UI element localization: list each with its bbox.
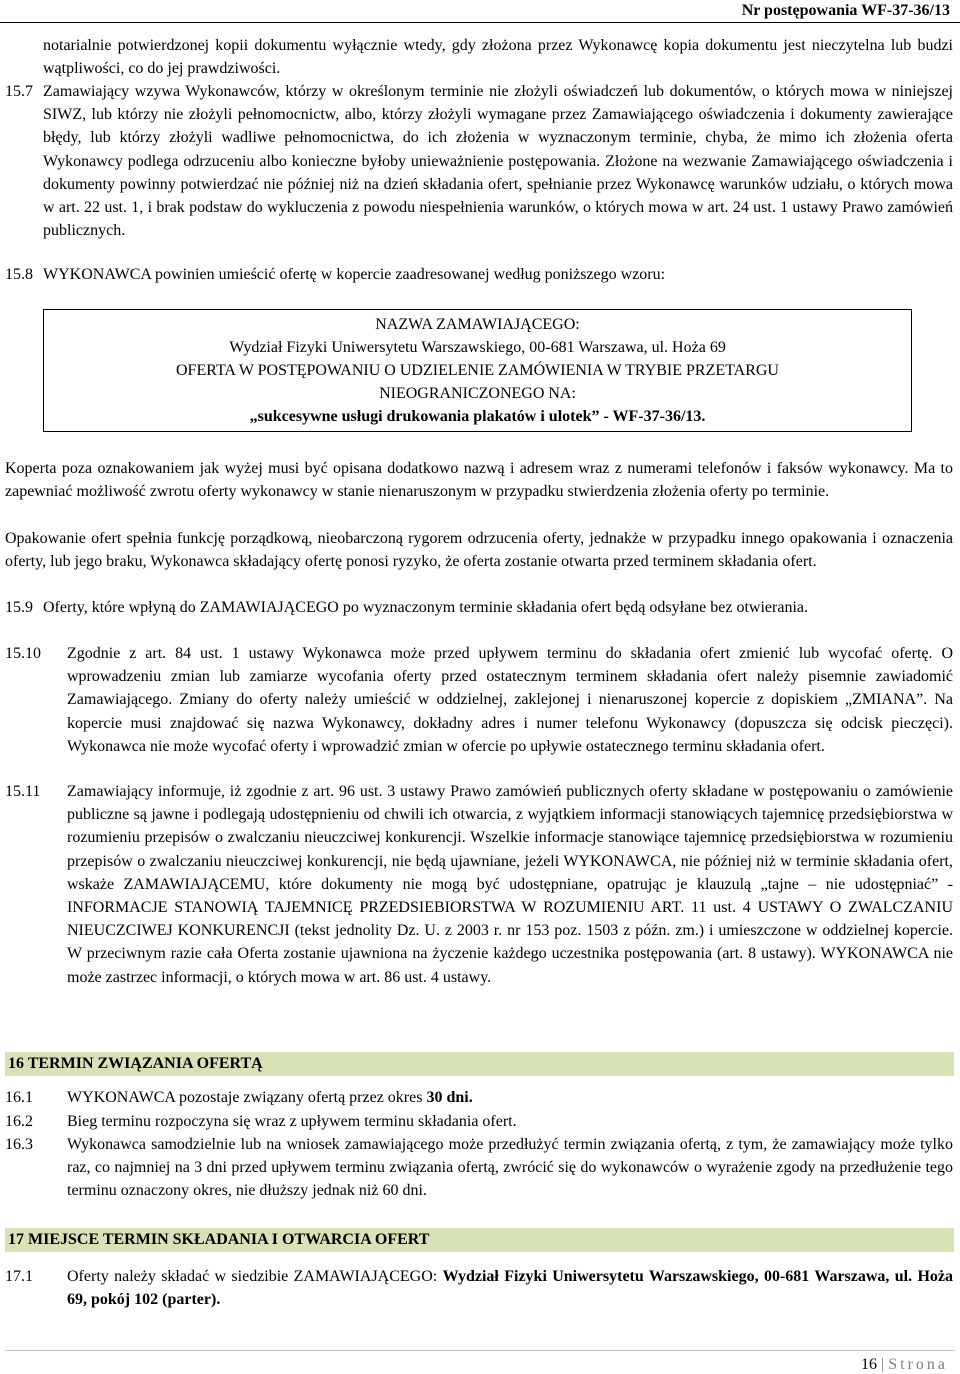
- koperta-paragraph: Koperta poza oznakowaniem jak wyżej musi być opisana dodatkowo nazwą i adresem wraz z numerami telefonów i faksów wykonawcy. Ma to zapewniać możliwość zwrotu oferty wykonawcy w stanie nienaruszonym w przypadku stwierdzenia złożenia oferty po terminie.: [5, 460, 953, 501]
- paragraph-number-16-1: 16.1: [5, 1089, 33, 1106]
- paragraph-15-11: Zamawiający informuje, iż zgodnie z art. 96 ust. 3 ustawy Prawo zamówień publicznych oferty składane w postępowaniu o zamówienie publiczne są jawne i podlegają udostępnieniu od chwili ich otwarcia, z wyjątkiem informacji stanowiących tajemnicę przedsiębiorstwa w rozumieniu przepisów o zwalczaniu nieuczciwej konkurencji. Wszelkie informacje stanowiące tajemnicę przedsiębiorstwa w rozumieniu przepisów o zwalczaniu nieuczciwej konkurencji, nie będą ujawniane, jeżeli WYKONAWCA, nie później niż w terminie składania ofert, wskaże ZAMAWIAJĄCEMU, które dokumenty nie mogą być udostępniane, opatrując je klauzulą „tajne – nie udostępniać” - INFORMACJE STANOWIĄ TAJEMNICĘ PRZEDSIEBIORSTWA W ROZUMIENIU ART. 11 ust. 4 USTAWY O ZWALCZANIU NIEUCZCIWEJ KONKURENCJI (tekst jednolity Dz. U. z 2003 r. nr 153 poz. 1503 z późn. zm.) i umieszczone w oddzielnej kopercie. W przeciwnym razie cała Oferta zostanie ujawniona na życzenie każdego uczestnika postępowania (art. 8 ustawy). WYKONAWCA nie może zastrzec informacji, o których mowa w art. 86 ust. 4 ustawy.: [67, 783, 953, 986]
- paragraph-number-15-9: 15.9: [5, 599, 33, 616]
- envelope-line-3: OFERTA W POSTĘPOWANIU O UDZIELENIE ZAMÓWIENIA W TRYBIE PRZETARGU: [176, 362, 779, 379]
- paragraph-number-15-7: 15.7: [5, 83, 33, 100]
- page-footer: [861, 1356, 948, 1374]
- footer-divider: [5, 1350, 955, 1351]
- footer-page-word: Strona: [888, 1356, 948, 1373]
- page-number: 16: [861, 1356, 878, 1373]
- paragraph-17-1-text: Oferty należy składać w siedzibie ZAMAWIAJĄCEGO:: [67, 1268, 443, 1285]
- opakowanie-paragraph: Opakowanie ofert spełnia funkcję porządkową, nieobarczoną rygorem odrzucenia oferty, jednakże w przypadku innego opakowania i oznaczenia oferty, lub jego braku, Wykonawca składający ofertę ponosi ryzyko, że oferta zostanie otwarta przed terminem składania ofert.: [5, 530, 953, 571]
- envelope-template-box: [43, 309, 912, 432]
- intro-continuation: notarialnie potwierdzonej kopii dokumentu wyłącznie wtedy, gdy złożona przez Wykonawcę kopia dokumentu jest nieczytelna lub budzi wątpliwości, co do jej prawdziwości.: [43, 37, 953, 78]
- paragraph-number-15-8: 15.8: [5, 266, 33, 283]
- paragraph-number-17-1: 17.1: [5, 1268, 33, 1285]
- paragraph-16-1-text: WYKONAWCA pozostaje związany ofertą przez okres: [67, 1089, 427, 1106]
- paragraph-15-10: Zgodnie z art. 84 ust. 1 ustawy Wykonawca może przed upływem terminu do składania ofert zmienić lub wycofać ofertę. O wprowadzeniu zmian lub zamiarze wycofania oferty przed ostatecznym terminem składania ofert należy pisemnie zawiadomić Zamawiającego. Zmiany do oferty należy umieścić w oddzielnej, zaklejonej i nienaruszonej kopercie z dopiskiem „ZMIANA”. Na kopercie musi znajdować się nazwa Wykonawcy, dokładny adres i numer telefonu Wykonawcy (dopuszcza się odcisk pieczęci). Wykonawca nie może wycofać oferty i wprowadzić zmian w ofercie po upływie ostatecznego terminu składania ofert.: [67, 645, 953, 755]
- paragraph-15-9: Oferty, które wpłyną do ZAMAWIAJĄCEGO po wyznaczonym terminie składania ofert będą odsyłane bez otwierania.: [43, 599, 808, 616]
- section-16-heading: 16 TERMIN ZWIĄZANIA OFERTĄ: [5, 1052, 954, 1076]
- paragraph-17-1-bold: Wydział Fizyki Uniwersytetu Warszawskiego, 00-681 Warszawa, ul. Hoża 69, pokój 102 (parter).: [67, 1268, 954, 1309]
- paragraph-15-8: WYKONAWCA powinien umieścić ofertę w kopercie zaadresowanej według poniższego wzoru:: [43, 266, 666, 283]
- paragraph-16-2: Bieg terminu rozpoczyna się wraz z upływem terminu składania ofert.: [67, 1113, 517, 1130]
- header-divider: [0, 22, 960, 23]
- procedure-reference: Nr postępowania WF-37-36/13: [741, 2, 950, 19]
- envelope-line-1: NAZWA ZAMAWIAJĄCEGO:: [375, 316, 580, 333]
- envelope-line-2: Wydział Fizyki Uniwersytetu Warszawskiego, 00-681 Warszawa, ul. Hoża 69: [229, 339, 726, 356]
- paragraph-number-15-10: 15.10: [5, 645, 41, 662]
- footer-separator: |: [881, 1356, 885, 1373]
- paragraph-15-7: Zamawiający wzywa Wykonawców, którzy w określonym terminie nie złożyli oświadczeń lub dokumentów, o których mowa w niniejszej SIWZ, lub którzy nie złożyli pełnomocnictw, albo, którzy złożyli wymagane przez Zamawiającego oświadczenia i dokumenty zawierające błędy, lub którzy złożyli wadliwe pełnomocnictwa, do ich złożenia w wyznaczonym terminie, chyba, że mimo ich złożenia oferta Wykonawcy podlega odrzuceniu albo konieczne byłoby unieważnienie postępowania. Złożone na wezwanie Zamawiającego oświadczenia i dokumenty powinny potwierdzać nie później niż na dzień składania ofert, spełnianie przez Wykonawcę warunków udziału, o których mowa w art. 22 ust. 1, i brak podstaw do wykluczenia z powodu niespełnienia warunków, o których mowa w art. 24 ust. 1 ustawy Prawo zamówień publicznych.: [43, 83, 953, 240]
- paragraph-16-1-bold: 30 dni.: [426, 1089, 473, 1106]
- envelope-line-4: NIEOGRANICZONEGO NA:: [379, 385, 576, 402]
- paragraph-16-1: [67, 1086, 953, 1109]
- envelope-line-5: „sukcesywne usługi drukowania plakatów i ulotek” - WF-37-36/13.: [249, 408, 706, 425]
- paragraph-16-3: Wykonawca samodzielnie lub na wniosek zamawiającego może przedłużyć termin związania ofertą, z tym, że zamawiający może tylko raz, co najmniej na 3 dni przed upływem terminu związania ofertą, zwrócić się do wykonawców o wyrażenie zgody na przedłużenie tego terminu oznaczony okres, nie dłuższy jednak niż 60 dni.: [67, 1136, 953, 1200]
- paragraph-number-16-2: 16.2: [5, 1113, 33, 1130]
- paragraph-number-15-11: 15.11: [5, 783, 41, 800]
- paragraph-17-1: [67, 1265, 953, 1311]
- section-17-heading: 17 MIEJSCE TERMIN SKŁADANIA I OTWARCIA OFERT: [5, 1228, 954, 1252]
- paragraph-number-16-3: 16.3: [5, 1136, 33, 1153]
